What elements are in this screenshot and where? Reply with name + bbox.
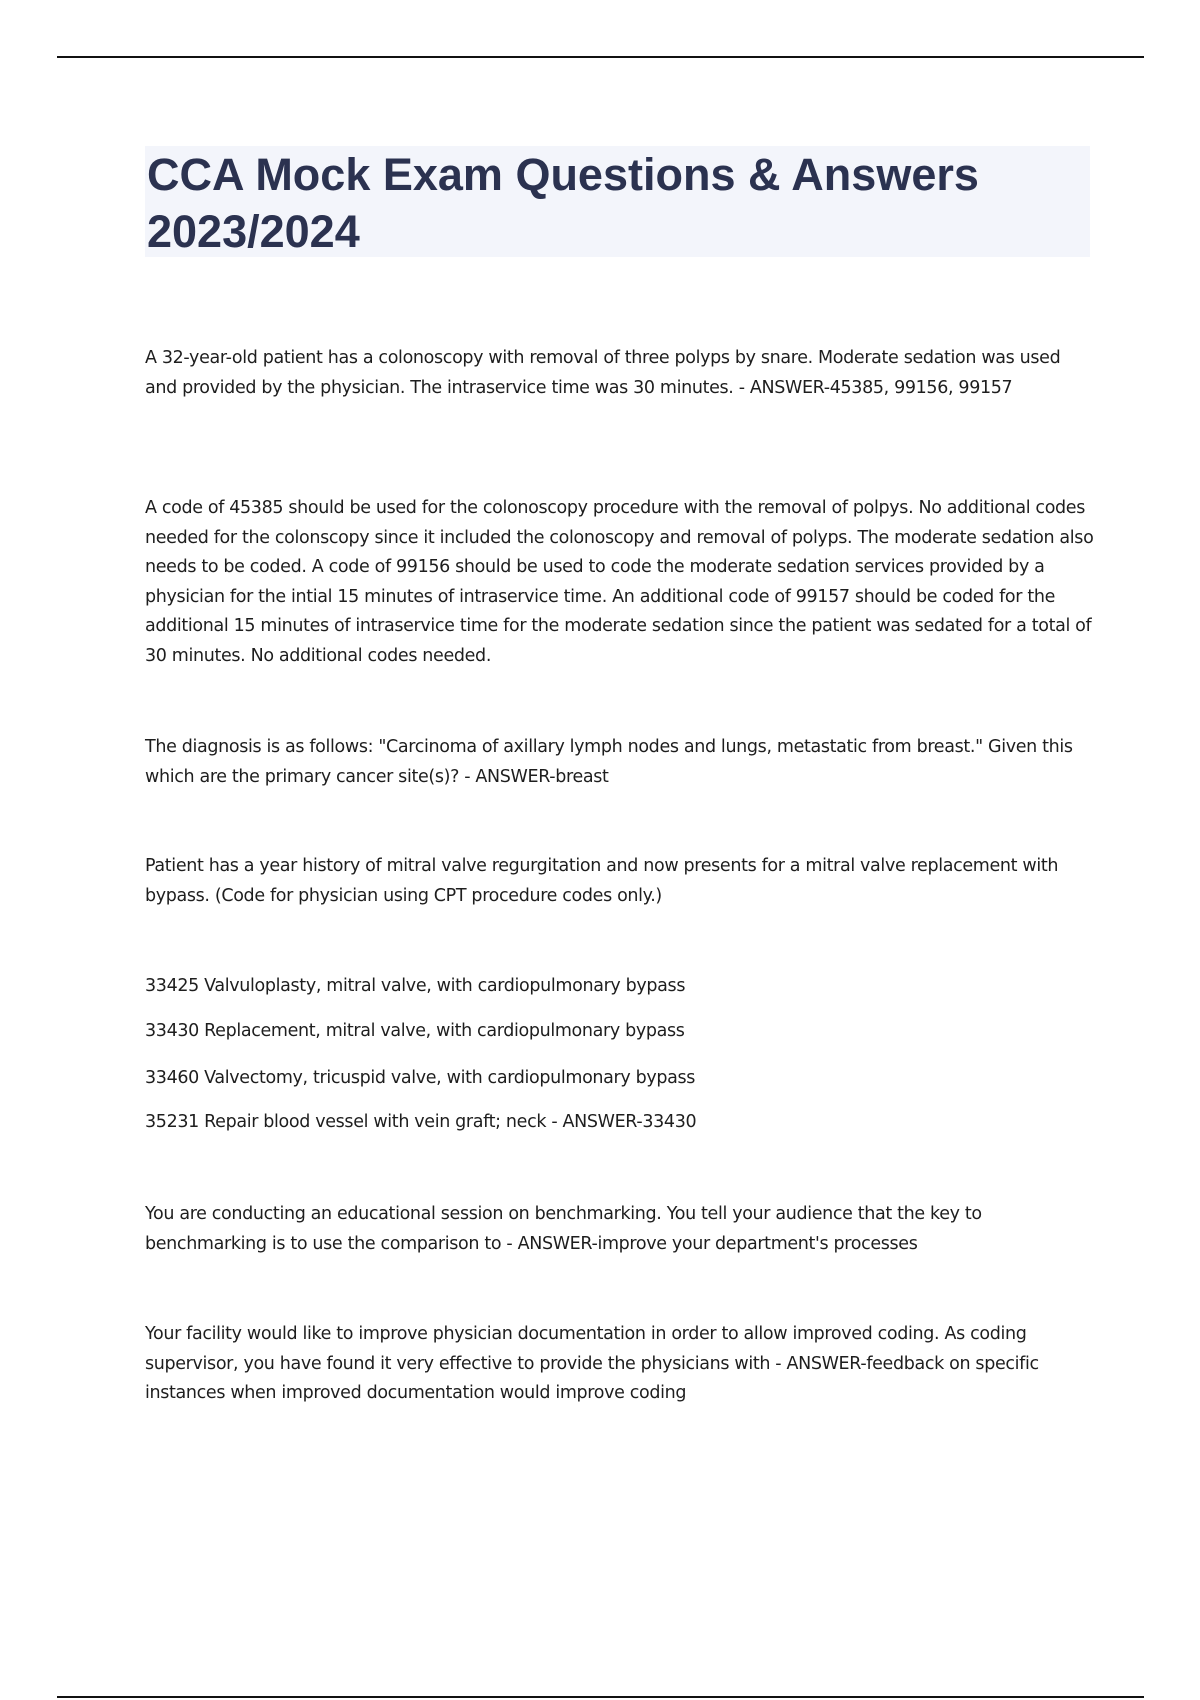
question-colonoscopy: A 32-year-old patient has a colonoscopy with removal of three polyps by snare. Moderate sedation was used and provided by the physician. The intraservice time was 30 minutes. - ANSWER-45385, 99156, 99157 (145, 348, 1061, 398)
question-benchmarking: You are conducting an educational session on benchmarking. You tell your audience that the key to benchmarking is to use the comparison to - ANSWER-improve your department's processes (145, 1204, 982, 1254)
question-mitral-valve: Patient has a year history of mitral valve regurgitation and now presents for a mitral valve replacement with bypass. (Code for physician using CPT procedure codes only.) (145, 856, 1059, 906)
option-33430: 33430 Replacement, mitral valve, with cardiopulmonary bypass (145, 1021, 685, 1041)
explanation-colonoscopy: A code of 45385 should be used for the colonoscopy procedure with the removal of polpys. No additional codes needed for the colonscopy since it included the colonoscopy and removal of polyps. The moderate sedation also needs to be coded. A code of 99156 should be used to code the moderate sedation services provided by a physician for the intial 15 minutes of intraservice time. An additional code of 99157 should be coded for the additional 15 minutes of intraservice time for the moderate sedation since the patient was sedated for a total of 30 minutes. No additional codes needed. (145, 498, 1094, 666)
bottom-divider (57, 1696, 1144, 1698)
option-33425: 33425 Valvuloplasty, mitral valve, with cardiopulmonary bypass (145, 976, 686, 996)
title-banner (145, 146, 1090, 257)
option-33460: 33460 Valvectomy, tricuspid valve, with cardiopulmonary bypass (145, 1068, 696, 1088)
question-primary-cancer-site: The diagnosis is as follows: "Carcinoma of axillary lymph nodes and lungs, metastatic from breast." Given this which are the primary cancer site(s)? - ANSWER-breast (145, 737, 1073, 787)
question-physician-documentation: Your facility would like to improve physician documentation in order to allow improved coding. As coding supervisor, you have found it very effective to provide the physicians with - ANSWER-feedback on specific instances when improved documentation would improve coding (145, 1324, 1039, 1403)
top-divider (57, 56, 1144, 58)
page-title: CCA Mock Exam Questions & Answers 2023/2024 (147, 149, 979, 257)
option-35231: 35231 Repair blood vessel with vein graft; neck - ANSWER-33430 (145, 1112, 697, 1132)
